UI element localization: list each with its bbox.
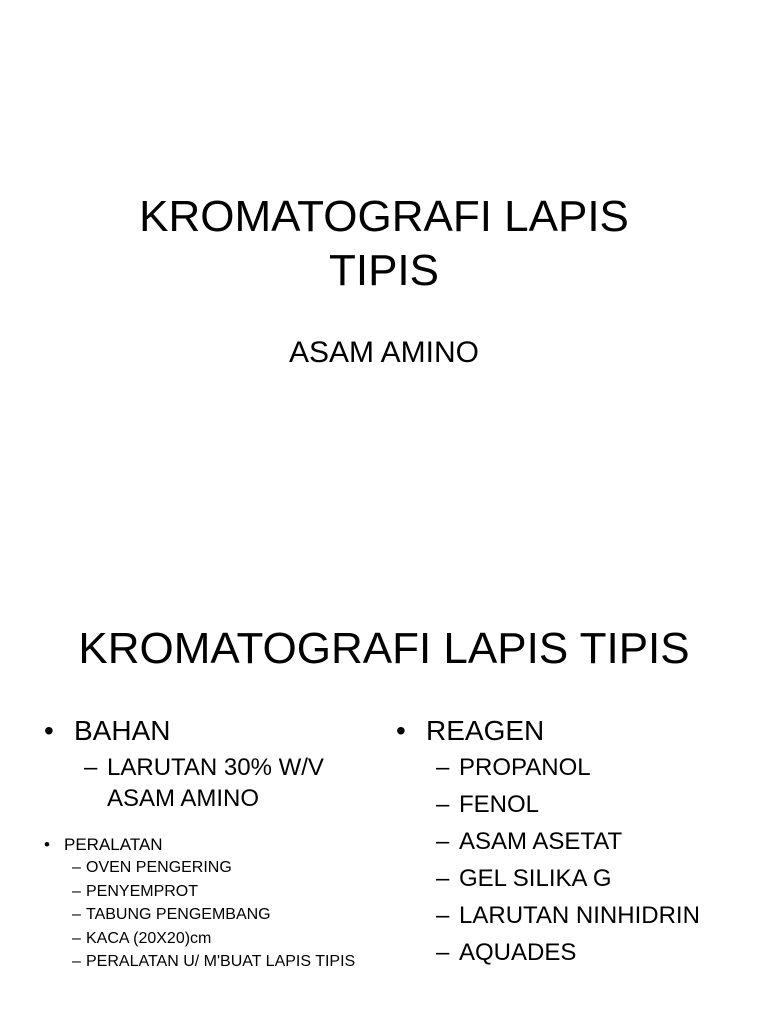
list-item: – PERALATAN U/ M'BUAT LAPIS TIPIS <box>42 950 372 974</box>
list-item: – FENOL <box>394 789 744 820</box>
slide-1-title-line-2: TIPIS <box>328 246 440 295</box>
reagen-heading: • REAGEN <box>394 714 744 748</box>
list-item: – ASAM ASETAT <box>394 826 744 857</box>
bahan-list <box>42 752 372 814</box>
list-item: – TABUNG PENGEMBANG <box>42 903 372 927</box>
peralatan-list <box>42 856 372 974</box>
list-item: – PROPANOL <box>394 752 744 783</box>
list-item: – LARUTAN NINHIDRIN <box>394 900 744 931</box>
right-column <box>394 714 744 974</box>
slide-1-title-line-1: KROMATOGRAFI LAPIS <box>139 192 629 241</box>
slide-2-title: KROMATOGRAFI LAPIS TIPIS <box>78 624 690 673</box>
list-item: – KACA (20X20)cm <box>42 927 372 951</box>
list-item: – OVEN PENGERING <box>42 856 372 880</box>
peralatan-heading: • PERALATAN <box>42 834 372 856</box>
slide-1-subtitle: ASAM AMINO <box>288 336 480 369</box>
slide-1-title <box>0 190 768 298</box>
bahan-heading: • BAHAN <box>42 714 372 748</box>
slide-2 <box>0 576 768 1024</box>
list-item: – PENYEMPROT <box>42 880 372 904</box>
left-column <box>42 714 372 974</box>
reagen-list <box>394 752 744 968</box>
list-item: – LARUTAN 30% W/V ASAM AMINO <box>42 752 372 814</box>
list-item: – GEL SILIKA G <box>394 863 744 894</box>
list-item: – AQUADES <box>394 937 744 968</box>
